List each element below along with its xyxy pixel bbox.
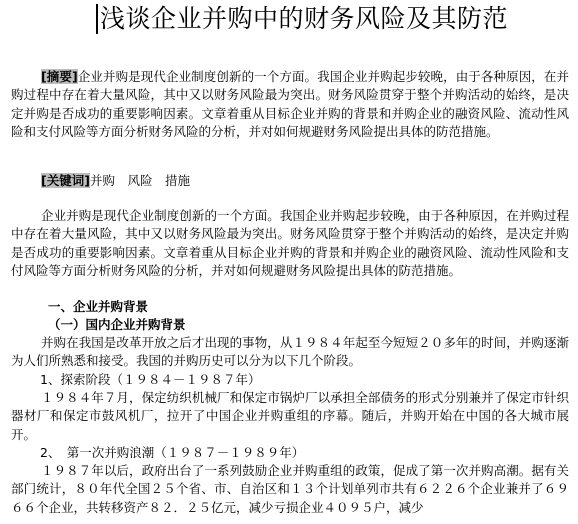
text-cursor — [96, 4, 98, 34]
document-title[interactable]: 浅谈企业并购中的财务风险及其防范 — [100, 4, 509, 33]
section-heading[interactable]: 一、企业并购背景 — [48, 299, 149, 314]
stage1-paragraph[interactable]: １９８４年７月，保定纺织机械厂和保定市锅炉厂以承担全部债务的形式分别兼并了保定市针织器材厂和保定市鼓风机厂，拉开了中国企业并购重组的序幕。随后，并购开始在中国的各大城市展开。 — [11, 390, 569, 442]
abstract-text: 企业并购是现代企业制度创新的一个方面。我国企业并购起步较晚，由于各种原因，在并购过程中存在着大量风险，其中又以财务风险最为突出。财务风险贯穿于整个并购活动的始终，是决定并购是否成功的重要影响因素。文章着重从目标企业并购的背景和并购企业的融资风险、流动性风险和支付风险等方面分析财务风险的分析，并对如何规避财务风险提出具体的防范措施。 — [11, 69, 569, 139]
history-paragraph[interactable]: 并购在我国是改革开放之后才出现的事物，从１９８４年起至今短短２０多年的时间，并购逐渐为人们所熟悉和接受。我国的并购历史可以分为以下几个阶段。 — [11, 335, 569, 369]
subsection-heading[interactable]: （一）国内企业并购背景 — [48, 317, 186, 332]
keywords-text: 并购 风险 措施 — [89, 173, 190, 188]
stage2-heading[interactable]: 2、 第一次并购浪潮（１９８７－１９８９年） — [40, 445, 305, 460]
abstract-paragraph[interactable] — [11, 68, 569, 141]
abstract-label: [摘要] — [41, 69, 78, 84]
intro-paragraph[interactable]: 企业并购是现代企业制度创新的一个方面。我国企业并购起步较晚，由于各种原因，在并购过程中存在着大量风险，其中又以财务风险最为突出。财务风险贯穿于整个并购活动的始终，是决定并购是否成功的重要影响因素。文章着重从目标企业并购的背景和并购企业的融资风险、流动性风险和支付风险等方面分析财务风险的分析，并对如何规避财务风险提出具体的防范措施。 — [11, 208, 569, 278]
stage2-paragraph[interactable]: １９８７年以后，政府出台了一系列鼓励企业并购重组的政策，促成了第一次并购高潮。据有关部门统计，８０年代全国２５个省、市、自治区和１３个计划单列市共有６２２６个企业兼并了６９６６个企业，共转移资产８２．２５亿元，减少亏损企业４０９５户，减少 — [11, 463, 569, 515]
stage1-heading[interactable]: 1、探索阶段（１９８４－１９８７年） — [40, 372, 261, 387]
keywords-label: [关键词] — [41, 173, 90, 188]
keywords-paragraph[interactable] — [11, 172, 569, 190]
